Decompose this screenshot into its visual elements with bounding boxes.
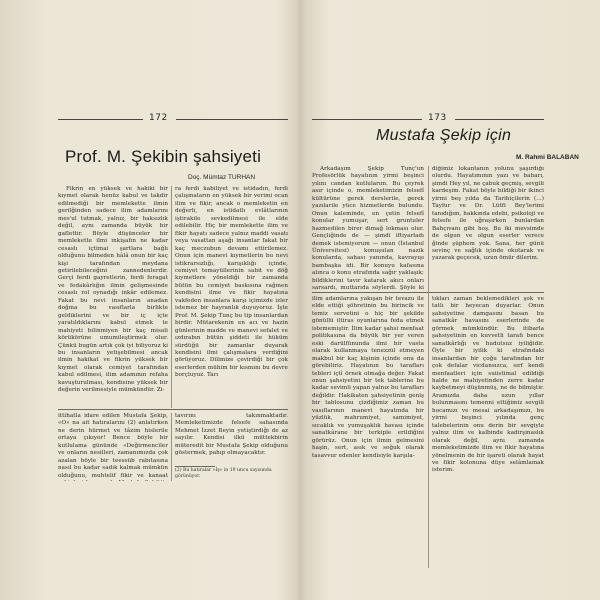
paragraph: tavırını takınmaktadır. Memleketimizde felsefe sahasında Mehmet İzzet Beyin yetiştirdiği de az sayılır. Kendisi ilkü müttekbirin müteredit bir Mustafa Şekip olduğunu göstermek, pahıp olmayacaktır. — [175, 413, 288, 457]
paragraph: tıkları zaman beklemedikleri şok ve tatlı bir heyecan duyarlar. Onun şahsiyetine damgasını basan bu sanatkâr havasını eserlerinde de görmek mümkündür. Bu itibarla şahsiyetinin en kuvvetli tarafı bence sanatkârlığı ve hudutsuz iyiliğidir. Öyle bir iyilik ki etrafındaki insanlardan bir çoğu tarafından bir çok defalar vicdansızca, sırf kendi menfaatleri için suiistimal edildiği halde ne mahiyetinden zerre kadar kaybetmeyi düşünmüş, ne de bilmiştir. Aramızda daha uzun yıllar bulunmasını temenni ettiğimiz sevgili hocamızı ve mesai arkadaşımızı, bu yirmi beşinci yılında genç talebelerinin onu derin bir sevgiyle yalnız ilim ve kalbinde kadirşinaslık olarak değil, aynı zamanda memleketimizde ilim ve fikir hayatına yönelmenin de bir işareti olarak hayat ve fikir kolonuna düye selâmlamak isterim. — [432, 296, 544, 474]
article-author: M. Rahmi BALABAN — [516, 154, 579, 161]
left-page — [0, 0, 298, 600]
right-page-header — [312, 113, 544, 127]
article-title: Mustafa Şekip için — [376, 127, 512, 144]
paragraph: diğimiz lokantanın yolunu şaşırdığı olurdu. Hayatımının yazı ve baharı, şimdi Hey yıl, ne çabuk geçmiş, sevgili kardeşim. Fakat böyle bildiği bir ikinci yirmi beş yılda da Tarihiçilerin (...) Tayfur ve Dr. Lütfi Bey'lerimi tanıdığım, hakkında edebi, psikoloji ve felsefe ile uğraşırken bunlardan Bahçıvanı gibi hoş. Bu iki mevsimde de olgun ve olgun eserler verece ğinde şüphem yok. Sana, her günü sevinç ve sağlık içinde okutarak ve yazarak geçecek, uzun ömür dilerim. — [432, 166, 544, 262]
text-column — [432, 296, 544, 568]
paragraph: ilim adamlarına yakışan bir tevazu ile elde ettiği şöhretinin bu birincik ve temiz servetini o hiç bir şekilde gönüllü iltiras oyunlarına feda etmek istememiştir. İlim kadar şahsi menfaat politikasına da büyük bir yer veren eski darülfünunda ilmi bir vasta olarak kullanmaya tenezzül etmeyen makbul bir kaç kişinin içinde onu da görebiliriz. Hayatının bu tarafları tebleri içtî örnek olmağa değer. Fakat onun şahsiyetini bir tek tablerine bu kadar sevimli yapan yalnız bu tarafları değildir. Hakikaten şahsiyetinin geniş bir tablosunu çizdiğimiz zaman bu vasıflarının manevi hayatında bir yüzlük, mahrumiyet, samimiyet, sıcaklık ve yumuşaklık havası içinde sanatkârane bir terkiple erildiğini görürüz. Onun için ilmin gelmesini haşin, sert, asık ve soğuk olarak tasavvur edenler kendisiyle karşıla- — [312, 296, 424, 459]
column-divider — [171, 413, 172, 481]
header-rule — [58, 119, 143, 120]
right-page — [302, 0, 600, 600]
paragraph: Arkadaşım Şekip Tunç'un Profesörlük hayatının yirmi beşinci yılını candan kutlularım. Bu çeyrek asır içinde o, memleketimizin felsefî kültürüne gerek derslerile, gerek yazılarile yüce hizmetlerde bulundu. Onun kaleminde, en çetin felsefî konular yumuşar, sert gruntuler hazmedilen birer dimağ lokması olur. Gençliğinde de — şimdi iftiyarladı demek istemiyorum — onun (İstanbul Üniversitesi) konuşulan nazik konularda, sahası yanında, kavrayışı bambaşka idi. Bir konuyu kafasına alınca o konu etrafında sağır yaklaşık; bildiklerini tavır katarak akıcı onları sarsardı, muttarıda söylerdi. Şöyle ki — [312, 166, 424, 290]
column-divider — [171, 186, 172, 408]
text-column — [58, 186, 168, 408]
header-rule — [455, 119, 544, 120]
text-column — [432, 166, 544, 290]
left-page-header — [58, 113, 288, 127]
header-rule — [176, 119, 288, 120]
page-number: 173 — [428, 113, 447, 123]
paragraph: Fikrin en yüksek ve hakiki bir kıymet olarak henüz kabul ve takdir edilmediği bir memlekette ilmin gerilğinden sadece ilim adamlarını mes'ul tutmak, yalnız, bir haksızlık değil, aynı zamanda büyük bir gaflettir. Böyle düşünceler bir memlekette ilmi inkişafın ne kadar cesaslı içtimai şartlara bağlı olduğunu bilmeden hâlâ onun bir kaç kişi tarafından meydana getirilebileceğini zannedenlerdir. Gerçi ferdi gayretlerin, ferdi feragat ve fedakârlığın ilmin gelişmesinde cesaslı rol oynadığı inkâr edilemez. Fakat bu nevi insanların anadan doğma bu vasıflarla birlikte geldiklerini ve bir iç içte yaratıldıklarını kabul etmek te mahiyeti bilinmiyen bir kaç misali körükörüne umumileştirmek olur. Çünkü bugün artık çok iyi biliyoruz ki bu insanların yetişebilmesi ancak ilmin hakikat ve fikrin yüksek bir kıymet olarak cemiyet tarafından kabul edilmesi, ilim adamının refaha kavuşturulması, kendisine yüksek bir değerin verilmesiyle mümkündür. Zi- — [58, 186, 168, 394]
text-column — [312, 296, 424, 568]
section-divider — [58, 409, 288, 410]
article-author: Doç. Mümtaz TURHAN — [188, 174, 256, 181]
article-title: Prof. M. Şekibin şahsiyeti — [65, 147, 262, 166]
page-number: 172 — [149, 113, 168, 123]
column-divider — [428, 166, 429, 568]
header-rule — [312, 119, 422, 120]
footnote: (2) Bu hatıralar «İş» in 19 uncu sayısında görünüyor. — [175, 468, 272, 479]
footnote-rule — [175, 466, 215, 467]
text-column — [175, 413, 288, 463]
text-column — [58, 413, 168, 481]
text-column — [175, 186, 288, 408]
text-column — [312, 166, 424, 290]
paragraph: ittihatla idare edilen Mustafa Şekip, «O» na ait hatıralarını (2) anlatırken ne derin hürmet ve tâzim hislerile ortaya çıkıyor! Bence böyle bir kutlulama gününde «Değirmenciler ve onların nesilleri, zamanımızda çok azalan böyle bir teessüb rabıtasına nasıl bu kadar sadık kalmak mümkün olduğunu, muhtelif fikir ve kanaat — [58, 413, 168, 479]
paragraph: ra ferdi kabiliyet ve istidadın, ferdi çalışmaların en yüksek bir verimi ocan ilim ve fikir, ancak o memleketin en değerli, en istidatlı evlâtlarının iştirakile sevkedilmesi ile elde edilebilir. Hiç bir memlekette ilim ve fikir hayatı sadece yalnız maddi vasatı veya vasattan aşağı insanlar fakat bir kaç meczubun devamı ettirilemez. Onun için manevi kıymetlerin bu nevi istikrarsızlığı, karışıklığı içinde, cemiyet temayüllerinin sabit ve döğ kıymetlere yöneldiği bir zamanda bütün bu cemiyet baskısına rağmen kendisini ilme ve fikir hayatına vakfeden insanlara karşı içimizde izler istemez bir hayranlık duyuyoruz. İşte Prof. M. Şekip Tunç bu tip insanlardan birdir. Mütarekenin en acı ve hazin günlerinin madde ve manevi sefalet ve ızdırabın bütün şiddeti ile hüküm sürdüğü bir zamanlar duyarak kendisini ilmi çalışmalara verdiğini görüyoruz. Dilimize çevirdiği bir çok eserlerden mühim bir kısmını bu devre borçluyuz. Tarı — [175, 186, 288, 379]
